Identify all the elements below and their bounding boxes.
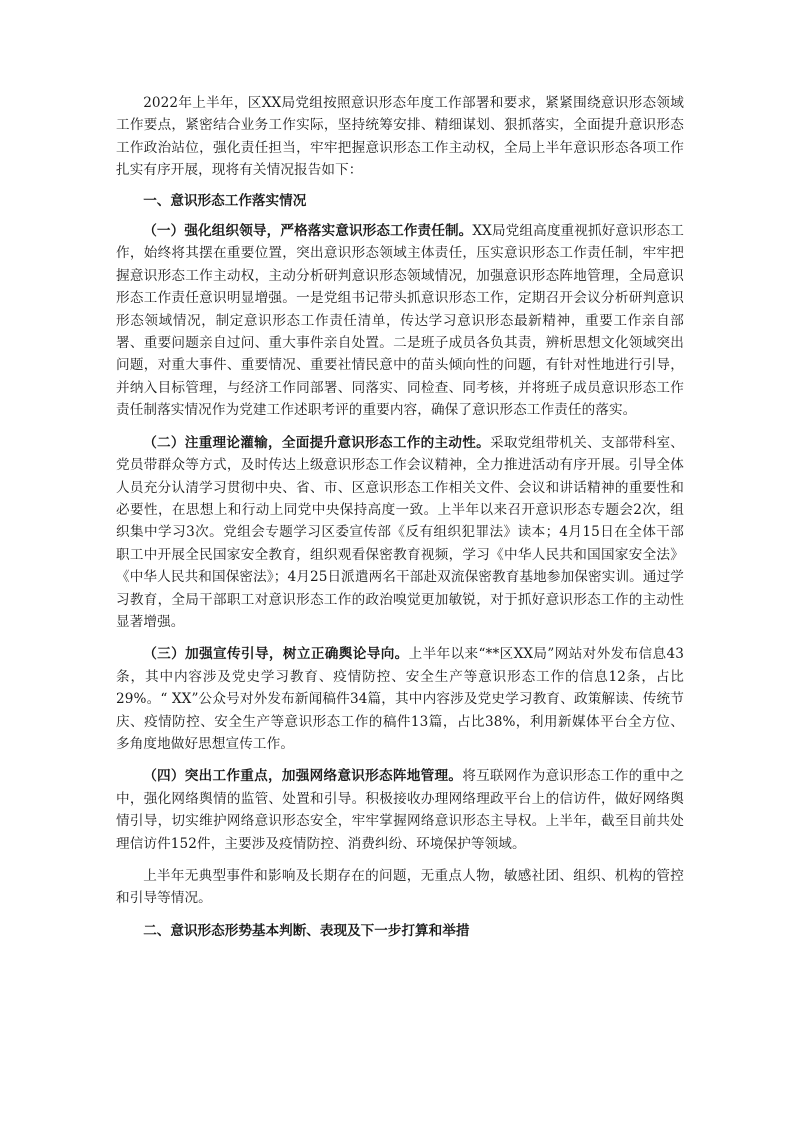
item-body-1: XX局党组高度重视抓好意识形态工作，始终将其摆在重要位置，突出意识形态领域主体责任，压实意识形态工作责任制，牢牢把握意识形态工作主动权，主动分析研判意识形态领域情况，加强意识形态阵地管理，全局意识形态工作责任意识明显增强。一是党组书记带头抓意识形态工作，定期召开会议分析研判意识形态领域情况，制定意识形态工作责任清单，传达学习意识形态最新精神，重要工作亲自部署、重要问题亲自过问、重大事件亲自处置。二是班子成员各负其责，辨析思想文化领域突出问题，对重大事件、重要情况、重要社情民意中的苗头倾向性的问题，有针对性地进行引导，并纳入目标管理，与经济工作同部署、同落实、同检查、同考核，并将班子成员意识形态工作责任制落实情况作为党建工作述职考评的重要内容，确保了意识形态工作责任的落实。 [116,223,684,419]
item-lead-4: （四）突出工作重点，加强网络意识形态阵地管理。 [143,768,463,785]
closing-paragraph: 上半年无典型事件和影响及长期存在的问题，无重点人物，敏感社团、组织、机构的管控和引导等情况。 [116,868,684,907]
item-body-4: 将互联网作为意识形态工作的重中之中，强化网络舆情的监管、处置和引导。积极接收办理网络理政平台上的信访件，做好网络舆情引导，切实维护网络意识形态安全，牢牢掌握网络意识形态主导权。上半年，截至目前共处理信访件152件，主要涉及疫情防控、消费纠纷、环境保护等领域。 [116,768,684,852]
item-body-2: 采取党组带机关、支部带科室、党员带群众等方式，及时传达上级意识形态工作会议精神，全力推进活动有序开展。引导全体人员充分认清学习贯彻中央、省、市、区意识形态工作相关文件、会议和讲话精神的重要性和必要性，在思想上和行动上同党中央保持高度一致。上半年以来召开意识形态专题会2次，组织集中学习3次。党组会专题学习区委宣传部《反有组织犯罪法》读本；4月15日在全体干部职工中开展全民国家安全教育，组织观看保密教育视频，学习《中华人民共和国国家安全法》《中华人民共和国保密法》；4月25日派遣两名干部赴双流保密教育基地参加保密实训。通过学习教育，全局干部职工对意识形态工作的政治嗅觉更加敏锐，对于抓好意识形态工作的主动性显著增强。 [116,434,685,630]
item-paragraph-2 [116,432,684,634]
item-body-3: 上半年以来“**区XX局”网站对外发布信息43条，其中内容涉及党史学习教育、疫情防控、安全生产等意识形态工作的信息12条，占比29%。“ XX”公众号对外发布新闻稿件34篇，其中内容涉及党史学习教育、政策解读、传统节庆、疫情防控、安全生产等意识形态工作的稿件13篇，占比38%，利用新媒体平台全方位、多角度地做好思想宣传工作。 [116,646,684,752]
item-lead-3: （三）加强宣传引导，树立正确舆论导向。 [143,646,409,663]
document-page [116,92,684,942]
section-heading-2: 二、意识形态形势基本判断、表现及下一步打算和举措 [143,922,470,939]
item-lead-2: （二）注重理论灌输，全面提升意识形态工作的主动性。 [143,434,490,451]
section-heading-1: 一、意识形态工作落实情况 [143,192,307,209]
item-paragraph-4 [116,765,684,855]
intro-paragraph: 2022年上半年，区XX局党组按照意识形态年度工作部署和要求，紧紧围绕意识形态领域工作要点，紧密结合业务工作实际，坚持统筹安排、精细谋划、狠抓落实，全面提升意识形态工作政治站位，强化责任担当，牢牢把握意识形态工作主动权，全局上半年意识形态各项工作扎实有序开展，现将有关情况报告如下： [116,95,684,179]
item-lead-1: （一）强化组织领导，严格落实意识形态工作责任制。 [143,223,473,240]
item-paragraph-3 [116,643,684,755]
item-paragraph-1 [116,220,684,422]
